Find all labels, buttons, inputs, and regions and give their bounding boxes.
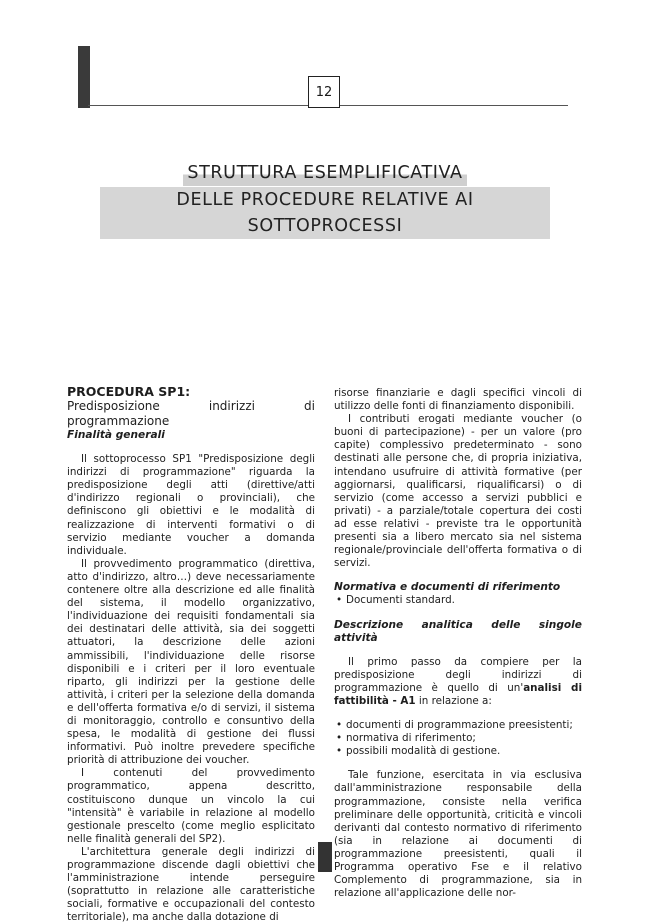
- list-item: • Documenti standard.: [334, 594, 582, 607]
- list-item: • documenti di programmazione preesistenti;: [334, 719, 582, 732]
- paragraph: Il provvedimento programmatico (direttiva, atto d'indirizzo, altro…) deve necessariamente contenere oltre alla descrizione ed alle finalità del sistema, il modello organizzativo, l'individuazione dei requisiti fondamentali sia dei destinatari delle attività, sia dei soggetti attuatori, la descrizione delle azioni ammissibili, l'individuazione delle risorse disponibili e i criteri per il loro eventuale riparto, gli indirizzi per la gestione delle attività, i criteri per la selezione della domanda e dell'offerta formativa e/o di servizi, il sistema di monitoraggio, controllo e consuntivo della spesa, le modalità di gestione dei flussi informativi. Può inoltre prevedere specifiche priorità di attribuzione dei voucher.: [67, 557, 315, 767]
- list-item: • possibili modalità di gestione.: [334, 745, 582, 758]
- paragraph: Tale funzione, esercitata in via esclusiva dall'amministrazione responsabile della programmazione, consiste nella verifica preliminare delle opportunità, criticità e vincoli derivanti dal contesto normativo di riferimento (sia in relazione ai documenti di programmazione preesistenti, quali il Programma operativo Fse e il relativo Complemento di programmazione, sia in relazione all'applicazione delle nor-: [334, 769, 582, 900]
- page-title: [100, 160, 550, 239]
- paragraph: L'architettura generale degli indirizzi di programmazione discende dagli obiettivi che l'amministrazione intende perseguire (soprattutto in relazione alle caratteristiche sociali, formative e occupazionali del contesto territoriale), ma anche dalla dotazione di: [67, 845, 315, 924]
- decorative-left-bar: [78, 46, 90, 108]
- paragraph: I contenuti del provvedimento programmatico, appena descritto, costituiscono dunque un vincolo la cui "intensità" è variabile in relazione al modello gestionale prescelto (come meglio esplicitato nelle finalità generali del SP2).: [67, 767, 315, 845]
- paragraph: risorse finanziarie e dagli specifici vincoli di utilizzo delle fonti di finanziamento disponibili.: [334, 387, 582, 413]
- title-line-1: STRUTTURA ESEMPLIFICATIVA: [183, 160, 466, 186]
- procedure-title: PROCEDURA SP1:: [67, 384, 191, 399]
- analisi-list: [334, 719, 582, 758]
- text-run: in relazione a:: [415, 694, 492, 707]
- page-number-text: 12: [315, 84, 333, 100]
- title-line-2: DELLE PROCEDURE RELATIVE AI SOTTOPROCESSI: [100, 187, 550, 239]
- paragraph: I contributi erogati mediante voucher (o buoni di partecipazione) - per un valore (pro capite) complessivo predeterminato - sono destinati alle persone che, di propria iniziativa, intendano usufruire di attività formative (per aggiornarsi, qualificarsi, riqualificarsi) o di servizio (come accesso a servizi pubblici e privati) - a parziale/totale copertura dei costi ad esse relativi - previste tra le opportunità presenti sia a libero mercato sia nel sistema regionale/provinciale dell'offerta formativa o di servizi.: [334, 413, 582, 570]
- normativa-list: [334, 594, 582, 607]
- paragraph: Il sottoprocesso SP1 "Predisposizione degli indirizzi di programmazione" riguarda la predisposizione degli atti (direttive/atti d'indirizzo regionali o provinciali), che definiscono gli obiettivi e le modalità di realizzazione di interventi formativi o di servizio mediante voucher a domanda individuale.: [67, 453, 315, 557]
- decorative-bottom-bar: [318, 842, 332, 872]
- page-number: [308, 76, 340, 108]
- paragraph: [334, 656, 582, 708]
- section-heading-finalita: Finalità generali: [67, 429, 165, 441]
- list-item: • normativa di riferimento;: [334, 732, 582, 745]
- procedure-subtitle: Predisposizione indirizzi di programmazione: [67, 399, 315, 428]
- section-heading-normativa: Normativa e documenti di riferimento: [334, 581, 561, 594]
- text-run: Il primo passo da compiere per la predisposizione degli indirizzi di programmazione è quello di un': [334, 655, 582, 694]
- bold-term: analisi di fattibilità - A1: [334, 681, 583, 707]
- left-column: [67, 384, 315, 924]
- right-column: [334, 387, 582, 900]
- section-heading-descrizione: Descrizione analitica delle singole attività: [334, 618, 582, 644]
